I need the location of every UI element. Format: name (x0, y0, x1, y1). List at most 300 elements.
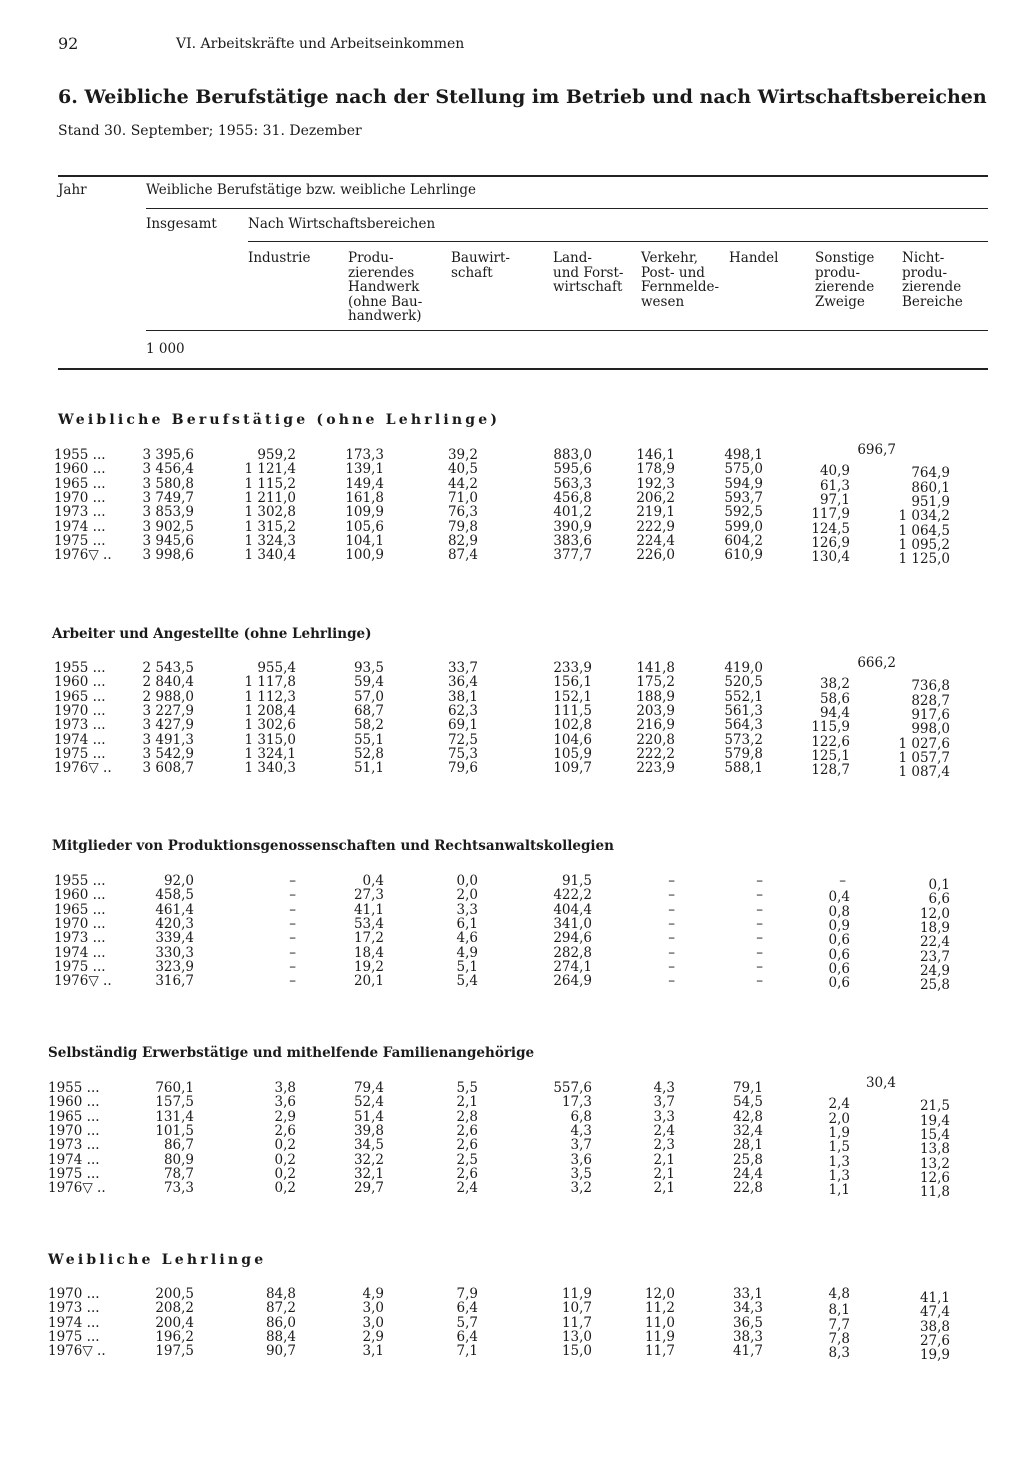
cell-verkehr: 3,3 (653, 1108, 675, 1125)
cell-nicht-produzierende: 22,4 (919, 934, 950, 951)
cell-insgesamt: 197,5 (155, 1343, 194, 1360)
cell-nicht-produzierende: 917,6 (911, 706, 950, 723)
cell-nicht-produzierende: 0,1 (928, 877, 950, 893)
header-rule-2 (248, 241, 988, 242)
cell-handel: 24,4 (732, 1165, 763, 1182)
cell-industrie: 1 121,4 (244, 461, 296, 478)
table-row (0, 873, 1024, 893)
cell-handel: – (756, 958, 763, 975)
cell-industrie: – (289, 930, 296, 947)
cell-sonstige: 8,1 (828, 1302, 850, 1319)
cell-nicht-produzierende: 1 087,4 (898, 764, 950, 781)
cell-bauwirtschaft: 62,3 (447, 702, 478, 719)
cell-industrie: 1 315,0 (244, 731, 296, 748)
cell-year: 1974 ... (54, 731, 106, 748)
cell-verkehr: 2,4 (653, 1122, 675, 1139)
cell-insgesamt: 3 456,4 (142, 461, 194, 478)
cell-land-forst: 17,3 (561, 1094, 592, 1111)
cell-sonstige: 125,1 (811, 747, 850, 764)
cell-bauwirtschaft: 72,5 (447, 731, 478, 748)
cell-insgesamt: 3 749,7 (142, 489, 194, 506)
cell-verkehr: 203,9 (636, 702, 675, 719)
table-row (0, 1343, 1024, 1364)
cell-insgesamt: 3 608,7 (142, 760, 194, 777)
cell-land-forst: 404,4 (553, 901, 592, 918)
cell-handwerk: 55,1 (353, 731, 384, 748)
cell-sonstige: 128,7 (811, 762, 850, 779)
cell-bauwirtschaft: 82,9 (447, 532, 478, 549)
cell-handel: 579,8 (724, 745, 763, 762)
cell-nicht-produzierende: 27,6 (919, 1332, 950, 1349)
cell-nicht-produzierende: 11,8 (919, 1184, 950, 1201)
cell-handwerk: 4,9 (362, 1286, 384, 1302)
cell-year: 1976▽ .. (48, 1180, 106, 1197)
cell-industrie: 90,7 (265, 1343, 296, 1360)
cell-industrie: 1 211,0 (244, 489, 296, 506)
cell-industrie: 87,2 (265, 1300, 296, 1317)
header-rule-1 (146, 208, 988, 209)
table-row (0, 489, 1024, 510)
cell-land-forst: 3,5 (570, 1165, 592, 1182)
cell-sonstige: 1,3 (828, 1167, 850, 1184)
cell-handel: – (756, 915, 763, 932)
cell-year: 1970 ... (54, 915, 106, 932)
cell-nicht-produzierende: 828,7 (911, 692, 950, 709)
table-subtitle: Stand 30. September; 1955: 31. Dezember (58, 123, 362, 139)
header-insgesamt: Insgesamt (146, 216, 217, 232)
cell-handel: 593,7 (724, 489, 763, 506)
cell-insgesamt: 101,5 (155, 1122, 194, 1139)
cell-year: 1973 ... (54, 504, 106, 521)
table-row (0, 1122, 1024, 1143)
table-row (0, 1151, 1024, 1172)
cell-nicht-produzierende: 15,4 (919, 1126, 950, 1143)
cell-industrie: 1 324,3 (244, 532, 296, 549)
cell-verkehr: 219,1 (636, 504, 675, 521)
table-row (0, 1300, 1024, 1321)
cell-land-forst: 294,6 (553, 930, 592, 947)
cell-handwerk: 51,1 (353, 760, 384, 777)
cell-insgesamt: 2 543,5 (142, 660, 194, 676)
cell-handel: 36,5 (732, 1314, 763, 1331)
cell-bauwirtschaft: 5,5 (456, 1080, 478, 1096)
cell-land-forst: 264,9 (553, 973, 592, 990)
cell-year: 1970 ... (54, 702, 106, 719)
cell-insgesamt: 461,4 (155, 901, 194, 918)
cell-nicht-produzierende: 1 034,2 (898, 508, 950, 525)
cell-bauwirtschaft: 5,7 (456, 1314, 478, 1331)
cell-sonstige: 124,5 (811, 520, 850, 537)
cell-handwerk: 27,3 (353, 887, 384, 904)
cell-handel: 592,5 (724, 504, 763, 521)
cell-land-forst: 105,9 (553, 745, 592, 762)
cell-handel: – (756, 973, 763, 990)
cell-handwerk: 32,1 (353, 1165, 384, 1182)
cell-year: 1974 ... (48, 1151, 100, 1168)
cell-handwerk: 17,2 (353, 930, 384, 947)
header-rule-3 (146, 330, 988, 331)
cell-bauwirtschaft: 2,8 (456, 1108, 478, 1125)
cell-handwerk: 100,9 (345, 547, 384, 564)
cell-year: 1970 ... (48, 1122, 100, 1139)
cell-insgesamt: 323,9 (155, 958, 194, 975)
cell-handel: – (756, 944, 763, 961)
cell-verkehr: 222,2 (636, 745, 675, 762)
cell-verkehr: – (668, 958, 675, 975)
cell-sonstige: – (839, 873, 846, 889)
cell-land-forst: 563,3 (553, 475, 592, 492)
cell-verkehr: 11,2 (644, 1300, 675, 1317)
cell-insgesamt: 78,7 (163, 1165, 194, 1182)
cell-insgesamt: 3 395,6 (142, 447, 194, 463)
table-row (0, 532, 1024, 553)
cell-year: 1975 ... (54, 745, 106, 762)
cell-year: 1965 ... (54, 688, 106, 705)
cell-year: 1960 ... (54, 674, 106, 691)
cell-year: 1976▽ .. (54, 760, 112, 777)
cell-handwerk: 104,1 (345, 532, 384, 549)
cell-bauwirtschaft: 36,4 (447, 674, 478, 691)
cell-insgesamt: 3 998,6 (142, 547, 194, 564)
cell-industrie: 959,2 (257, 447, 296, 463)
cell-insgesamt: 80,9 (163, 1151, 194, 1168)
header-col-handel: Handel (729, 250, 779, 266)
header-nach-wirtschaftsbereichen: Nach Wirtschaftsbereichen (248, 216, 436, 232)
cell-industrie: 0,2 (274, 1137, 296, 1154)
table-row (0, 973, 1024, 994)
cell-year: 1975 ... (48, 1165, 100, 1182)
cell-insgesamt: 157,5 (155, 1094, 194, 1111)
cell-insgesamt: 3 227,9 (142, 702, 194, 719)
table-row (0, 915, 1024, 936)
cell-industrie: 1 302,6 (244, 717, 296, 734)
cell-year: 1974 ... (54, 518, 106, 535)
cell-nicht-produzierende: 30,4 (865, 1075, 896, 1091)
cell-industrie: 1 117,8 (244, 674, 296, 691)
cell-industrie: – (289, 944, 296, 961)
header-col-land-forst: Land- und Forst- wirtschaft (553, 250, 624, 295)
cell-handwerk: 105,6 (345, 518, 384, 535)
cell-land-forst: 422,2 (553, 887, 592, 904)
cell-year: 1970 ... (48, 1286, 100, 1302)
cell-verkehr: 3,7 (653, 1094, 675, 1111)
header-col-bauwirtschaft: Bauwirt- schaft (451, 250, 510, 281)
cell-land-forst: 595,6 (553, 461, 592, 478)
cell-nicht-produzierende: 860,1 (911, 479, 950, 496)
table-row (0, 1137, 1024, 1158)
cell-handel: 498,1 (724, 447, 763, 463)
cell-insgesamt: 73,3 (163, 1180, 194, 1197)
cell-verkehr: – (668, 887, 675, 904)
cell-land-forst: 282,8 (553, 944, 592, 961)
cell-land-forst: 11,7 (561, 1314, 592, 1331)
cell-sonstige: 2,0 (828, 1110, 850, 1127)
cell-sonstige: 130,4 (811, 549, 850, 566)
cell-handwerk: 109,9 (345, 504, 384, 521)
section-title: Weibliche Lehrlinge (48, 1252, 267, 1268)
table-row (0, 674, 1024, 695)
cell-insgesamt: 3 853,9 (142, 504, 194, 521)
cell-sonstige: 117,9 (811, 506, 850, 523)
cell-handel: 79,1 (732, 1080, 763, 1096)
cell-nicht-produzierende: 12,6 (919, 1169, 950, 1186)
cell-bauwirtschaft: 5,4 (456, 973, 478, 990)
cell-land-forst: 3,7 (570, 1137, 592, 1154)
cell-handwerk: 19,2 (353, 958, 384, 975)
table-row (0, 745, 1024, 766)
cell-handwerk: 41,1 (353, 901, 384, 918)
table-row (0, 930, 1024, 951)
cell-bauwirtschaft: 4,6 (456, 930, 478, 947)
cell-verkehr: 146,1 (636, 447, 675, 463)
cell-handel: 32,4 (732, 1122, 763, 1139)
cell-bauwirtschaft: 2,6 (456, 1165, 478, 1182)
cell-bauwirtschaft: 2,1 (456, 1094, 478, 1111)
cell-verkehr: – (668, 944, 675, 961)
cell-sonstige: 115,9 (811, 719, 850, 736)
cell-bauwirtschaft: 2,6 (456, 1137, 478, 1154)
cell-handwerk: 161,8 (345, 489, 384, 506)
table-row (0, 461, 1024, 482)
table-row (0, 944, 1024, 965)
cell-industrie: 1 324,1 (244, 745, 296, 762)
table-row (0, 1075, 1024, 1096)
cell-handel: 520,5 (724, 674, 763, 691)
cell-verkehr: 175,2 (636, 674, 675, 691)
cell-bauwirtschaft: 7,9 (456, 1286, 478, 1302)
cell-handel: – (756, 930, 763, 947)
cell-nicht-produzierende: 13,8 (919, 1141, 950, 1158)
cell-verkehr: 11,9 (644, 1328, 675, 1345)
cell-year: 1955 ... (54, 873, 106, 889)
cell-industrie: – (289, 973, 296, 990)
header-col-nicht-produzierende: Nicht- produ- zierende Bereiche (902, 250, 963, 310)
cell-bauwirtschaft: 39,2 (447, 447, 478, 463)
cell-industrie: – (289, 901, 296, 918)
table-row (0, 688, 1024, 709)
header-group: Weibliche Berufstätige bzw. weibliche Lehrlinge (146, 182, 477, 198)
cell-handel: 42,8 (732, 1108, 763, 1125)
cell-industrie: – (289, 873, 296, 889)
cell-year: 1960 ... (54, 461, 106, 478)
cell-insgesamt: 2 988,0 (142, 688, 194, 705)
cell-handel: 22,8 (732, 1180, 763, 1197)
cell-nicht-produzierende: 696,7 (857, 442, 896, 458)
cell-year: 1973 ... (54, 717, 106, 734)
cell-year: 1976▽ .. (48, 1343, 106, 1360)
cell-land-forst: 156,1 (553, 674, 592, 691)
cell-year: 1973 ... (48, 1300, 100, 1317)
cell-industrie: 88,4 (265, 1328, 296, 1345)
cell-verkehr: 141,8 (636, 660, 675, 676)
cell-bauwirtschaft: 0,0 (456, 873, 478, 889)
cell-industrie: 1 340,3 (244, 760, 296, 777)
cell-year: 1965 ... (54, 475, 106, 492)
table-row (0, 958, 1024, 979)
table-title: 6. Weibliche Berufstätige nach der Stellung im Betrieb und nach Wirtschaftsbereichen (58, 86, 987, 108)
cell-industrie: 0,2 (274, 1165, 296, 1182)
cell-bauwirtschaft: 40,5 (447, 461, 478, 478)
cell-handel: 38,3 (732, 1328, 763, 1345)
cell-nicht-produzierende: 1 095,2 (898, 536, 950, 553)
cell-insgesamt: 316,7 (155, 973, 194, 990)
cell-year: 1955 ... (54, 447, 106, 463)
cell-land-forst: 383,6 (553, 532, 592, 549)
cell-insgesamt: 458,5 (155, 887, 194, 904)
cell-nicht-produzierende: 1 125,0 (898, 551, 950, 568)
cell-insgesamt: 3 945,6 (142, 532, 194, 549)
cell-handwerk: 32,2 (353, 1151, 384, 1168)
cell-handel: 552,1 (724, 688, 763, 705)
cell-year: 1955 ... (48, 1080, 100, 1096)
cell-land-forst: 13,0 (561, 1328, 592, 1345)
cell-land-forst: 274,1 (553, 958, 592, 975)
cell-bauwirtschaft: 6,4 (456, 1328, 478, 1345)
cell-handwerk: 93,5 (353, 660, 384, 676)
cell-handel: – (756, 873, 763, 889)
cell-bauwirtschaft: 2,5 (456, 1151, 478, 1168)
cell-land-forst: 109,7 (553, 760, 592, 777)
cell-nicht-produzierende: 951,9 (911, 493, 950, 510)
cell-industrie: – (289, 887, 296, 904)
cell-handwerk: 3,1 (362, 1343, 384, 1360)
cell-handwerk: 149,4 (345, 475, 384, 492)
table-row (0, 1328, 1024, 1349)
cell-bauwirtschaft: 2,0 (456, 887, 478, 904)
cell-insgesamt: 131,4 (155, 1108, 194, 1125)
cell-handwerk: 59,4 (353, 674, 384, 691)
cell-sonstige: 7,8 (828, 1330, 850, 1347)
cell-sonstige: 61,3 (819, 477, 850, 494)
cell-insgesamt: 92,0 (163, 873, 194, 889)
section-title: Mitglieder von Produktionsgenossenschaften und Rechtsanwaltskollegien (52, 838, 614, 854)
cell-land-forst: 341,0 (553, 915, 592, 932)
cell-land-forst: 4,3 (570, 1122, 592, 1139)
cell-sonstige: 0,4 (828, 889, 850, 906)
cell-sonstige: 4,8 (828, 1286, 850, 1302)
cell-sonstige: 122,6 (811, 733, 850, 750)
cell-sonstige: 58,6 (819, 690, 850, 707)
cell-handwerk: 68,7 (353, 702, 384, 719)
cell-handwerk: 79,4 (353, 1080, 384, 1096)
cell-sonstige: 0,6 (828, 932, 850, 949)
cell-year: 1960 ... (54, 887, 106, 904)
cell-industrie: 0,2 (274, 1180, 296, 1197)
table-row (0, 1165, 1024, 1186)
cell-handwerk: 18,4 (353, 944, 384, 961)
cell-verkehr: 226,0 (636, 547, 675, 564)
cell-verkehr: – (668, 873, 675, 889)
cell-insgesamt: 760,1 (155, 1080, 194, 1096)
cell-sonstige: 7,7 (828, 1316, 850, 1333)
cell-nicht-produzierende: 736,8 (911, 678, 950, 695)
cell-insgesamt: 3 902,5 (142, 518, 194, 535)
cell-handwerk: 57,0 (353, 688, 384, 705)
cell-insgesamt: 3 542,9 (142, 745, 194, 762)
table-row (0, 731, 1024, 752)
cell-year: 1975 ... (54, 532, 106, 549)
cell-sonstige: 0,6 (828, 960, 850, 977)
cell-industrie: 3,8 (274, 1080, 296, 1096)
cell-year: 1965 ... (48, 1108, 100, 1125)
cell-handwerk: 139,1 (345, 461, 384, 478)
cell-land-forst: 456,8 (553, 489, 592, 506)
cell-verkehr: 223,9 (636, 760, 675, 777)
chapter-heading: VI. Arbeitskräfte und Arbeitseinkommen (176, 36, 465, 52)
cell-land-forst: 10,7 (561, 1300, 592, 1317)
cell-handel: 610,9 (724, 547, 763, 564)
cell-sonstige: 1,5 (828, 1139, 850, 1156)
cell-bauwirtschaft: 71,0 (447, 489, 478, 506)
cell-bauwirtschaft: 4,9 (456, 944, 478, 961)
cell-land-forst: 390,9 (553, 518, 592, 535)
cell-industrie: 2,6 (274, 1122, 296, 1139)
cell-industrie: 1 112,3 (244, 688, 296, 705)
cell-handel: 573,2 (724, 731, 763, 748)
table-row (0, 760, 1024, 781)
cell-insgesamt: 208,2 (155, 1300, 194, 1317)
cell-industrie: 1 340,4 (244, 547, 296, 564)
header-col-sonstige: Sonstige produ- zierende Zweige (815, 250, 875, 310)
cell-nicht-produzierende: 1 057,7 (898, 749, 950, 766)
table-row (0, 887, 1024, 908)
cell-sonstige: 40,9 (819, 463, 850, 480)
header-col-handwerk: Produ- zierendes Handwerk (ohne Bau- handwerk) (348, 250, 423, 324)
cell-insgesamt: 200,4 (155, 1314, 194, 1331)
cell-handel: – (756, 887, 763, 904)
cell-nicht-produzierende: 47,4 (919, 1304, 950, 1321)
cell-handwerk: 3,0 (362, 1314, 384, 1331)
cell-sonstige: 0,6 (828, 975, 850, 992)
cell-insgesamt: 2 840,4 (142, 674, 194, 691)
table-row (0, 702, 1024, 723)
cell-verkehr: 178,9 (636, 461, 675, 478)
cell-handel: 41,7 (732, 1343, 763, 1360)
cell-bauwirtschaft: 79,6 (447, 760, 478, 777)
cell-year: 1974 ... (54, 944, 106, 961)
header-unit: 1 000 (146, 341, 185, 357)
cell-land-forst: 6,8 (570, 1108, 592, 1125)
cell-handwerk: 58,2 (353, 717, 384, 734)
cell-handwerk: 34,5 (353, 1137, 384, 1154)
cell-sonstige: 1,9 (828, 1124, 850, 1141)
cell-year: 1975 ... (48, 1328, 100, 1345)
cell-handwerk: 29,7 (353, 1180, 384, 1197)
cell-verkehr: 206,2 (636, 489, 675, 506)
cell-bauwirtschaft: 2,6 (456, 1122, 478, 1139)
cell-handel: 25,8 (732, 1151, 763, 1168)
cell-land-forst: 91,5 (561, 873, 592, 889)
cell-handwerk: 173,3 (345, 447, 384, 463)
cell-insgesamt: 86,7 (163, 1137, 194, 1154)
cell-insgesamt: 196,2 (155, 1328, 194, 1345)
cell-sonstige: 1,3 (828, 1153, 850, 1170)
section-title: Weibliche Berufstätige (ohne Lehrlinge) (58, 412, 501, 428)
cell-verkehr: 4,3 (653, 1080, 675, 1096)
cell-sonstige: 1,1 (828, 1182, 850, 1199)
cell-verkehr: – (668, 901, 675, 918)
table-row (0, 655, 1024, 676)
cell-nicht-produzierende: 38,8 (919, 1318, 950, 1335)
cell-land-forst: 104,6 (553, 731, 592, 748)
section-title: Selbständig Erwerbstätige und mithelfende Familienangehörige (48, 1045, 535, 1061)
cell-insgesamt: 3 580,8 (142, 475, 194, 492)
cell-handel: 588,1 (724, 760, 763, 777)
cell-year: 1976▽ .. (54, 547, 112, 564)
cell-year: 1975 ... (54, 958, 106, 975)
cell-verkehr: 11,7 (644, 1343, 675, 1360)
cell-handwerk: 2,9 (362, 1328, 384, 1345)
